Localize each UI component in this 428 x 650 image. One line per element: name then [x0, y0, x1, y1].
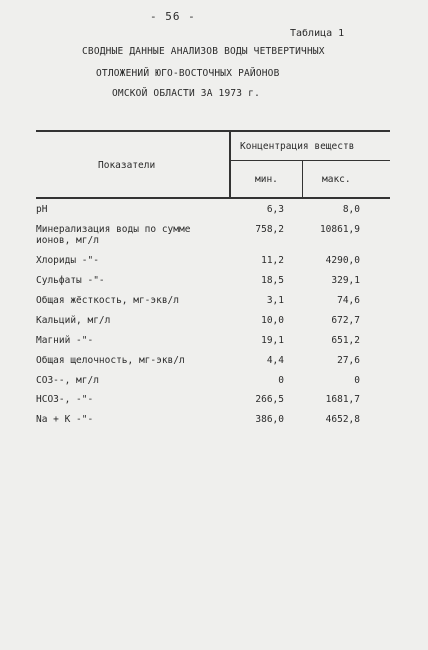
row-min: 11,2 [261, 255, 284, 266]
row-max: 4652,8 [325, 414, 360, 425]
row-max: 27,6 [337, 355, 360, 366]
row-min: 758,2 [255, 224, 284, 235]
row-min: 10,0 [261, 315, 284, 326]
row-label: Минерализация воды по сумме [36, 224, 191, 235]
row-label: Общая жёсткость, мг-экв/л [36, 295, 179, 306]
row-label: HCO3-, -"- [36, 394, 94, 405]
title-line-3: ОМСКОЙ ОБЛАСТИ ЗА 1973 г. [112, 88, 260, 99]
title-line-1: СВОДНЫЕ ДАННЫЕ АНАЛИЗОВ ВОДЫ ЧЕТВЕРТИЧНЫХ [82, 46, 325, 57]
row-max: 4290,0 [325, 255, 360, 266]
row-min: 266,5 [255, 394, 284, 405]
row-max: 1681,7 [325, 394, 360, 405]
row-max: 651,2 [331, 335, 360, 346]
header-concentration: Концентрация веществ [240, 141, 355, 152]
row-label-continuation: ионов, мг/л [36, 235, 99, 246]
row-min: 19,1 [261, 335, 284, 346]
row-label: Магний -"- [36, 335, 94, 346]
row-max: 74,6 [337, 295, 360, 306]
row-max: 329,1 [331, 275, 360, 286]
title-line-2: ОТЛОЖЕНИЙ ЮГО-ВОСТОЧНЫХ РАЙОНОВ [96, 68, 280, 79]
row-min: 4,4 [266, 355, 284, 366]
row-min: 18,5 [261, 275, 284, 286]
row-min: 386,0 [255, 414, 284, 425]
row-max: 8,0 [342, 204, 360, 215]
table-label: Таблица 1 [290, 28, 345, 39]
header-bottom-rule [36, 197, 390, 199]
table-top-rule [36, 130, 390, 132]
row-max: 0 [354, 375, 360, 386]
row-min: 3,1 [266, 295, 284, 306]
row-label: Общая щелочность, мг-экв/л [36, 355, 185, 366]
row-min: 6,3 [266, 204, 284, 215]
header-indicators: Показатели [98, 160, 156, 171]
row-label: Na + K -"- [36, 414, 94, 425]
column-divider-main [229, 130, 231, 198]
page-number: - 56 - [150, 10, 196, 23]
row-max: 10861,9 [319, 224, 360, 235]
column-divider-minmax [302, 160, 303, 198]
row-label: pH [36, 204, 48, 215]
header-max: макс. [322, 174, 351, 185]
row-min: 0 [278, 375, 284, 386]
row-label: Хлориды -"- [36, 255, 99, 266]
subheader-rule [230, 160, 390, 161]
row-max: 672,7 [331, 315, 360, 326]
row-label: CO3--, мг/л [36, 375, 99, 386]
header-min: мин. [255, 174, 278, 185]
row-label: Сульфаты -"- [36, 275, 105, 286]
row-label: Кальций, мг/л [36, 315, 111, 326]
